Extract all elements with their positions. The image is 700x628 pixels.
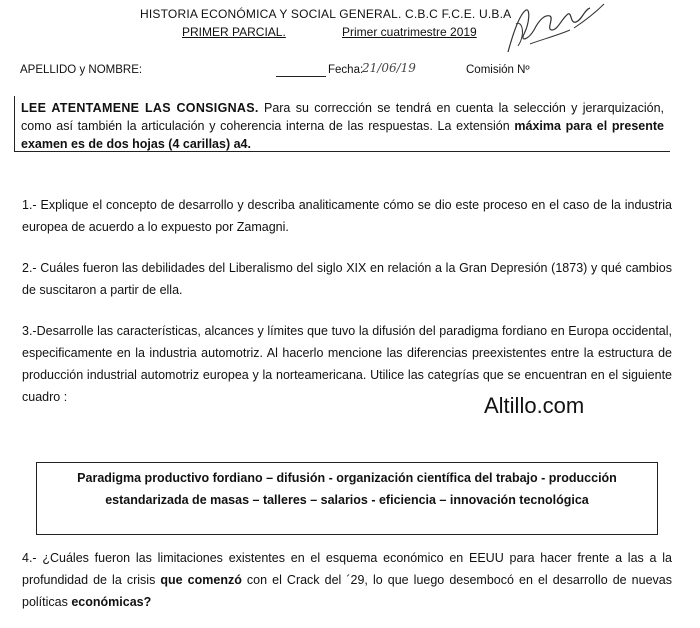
instructions-tail: máxima para el presente examen es de dos hojas (4 carillas) a4. bbox=[21, 119, 664, 151]
exam-subtitle bbox=[182, 25, 502, 41]
nombre-label: APELLIDO y NOMBRE: bbox=[20, 64, 143, 76]
question-2: 2.- Cuáles fueron las debilidades del Liberalismo del siglo XIX en relación a la Gran Depresión (1873) y qué cambios de suscitaron a partir de ella. bbox=[22, 261, 672, 297]
nombre-blank-line bbox=[276, 76, 326, 77]
primer-parcial-label: PRIMER PARCIAL. bbox=[182, 25, 286, 39]
handwritten-signature bbox=[500, 0, 610, 60]
question-4 bbox=[22, 547, 672, 613]
watermark: Altillo.com bbox=[484, 393, 585, 418]
question-4-bold-1: que comenzó bbox=[160, 573, 242, 587]
instructions-box bbox=[14, 96, 670, 152]
course-title: HISTORIA ECONÓMICA Y SOCIAL GENERAL. C.B.C F.C.E. U.B.A bbox=[140, 7, 512, 21]
question-3: 3.-Desarrolle las características, alcances y límites que tuvo la difusión del paradigma fordiano en Europa occidental, especificamente en la industria automotriz. Al hacerlo mencione las diferencias preexistentes entre la estructura de producción industrial automotriz europea y la norteamericana. Utilice las categrías que se encuentran en el siguiente cuadro : bbox=[22, 324, 672, 404]
question-4-bold-2: económicas? bbox=[71, 595, 152, 609]
instructions-body: Para su corrección se tendrá en cuenta la selección y jerarquización, como así también la articulación y coherencia interna de las respuestas. La extensión bbox=[21, 101, 664, 133]
categories-box: Paradigma productivo fordiano – difusión - organización científica del trabajo - producción estandarizada de masas – talleres – salarios - eficiencia – innovación tecnológica bbox=[36, 462, 658, 535]
fecha-value: 21/06/19 bbox=[362, 61, 416, 75]
fecha-label: Fecha: bbox=[328, 64, 364, 76]
instructions-lead: LEE ATENTAMENE LAS CONSIGNAS. bbox=[21, 101, 259, 115]
comision-label: Comisión Nº bbox=[466, 64, 530, 76]
question-4-start: 4.- ¿Cuáles fueron las limitaciones existentes en el esquema económico en EEUU para hacer frente a las a la profundidad de la crisis bbox=[22, 551, 672, 587]
cuatrimestre-label: Primer cuatrimestre 2019 bbox=[342, 25, 477, 39]
student-info-row bbox=[20, 61, 660, 80]
question-1: 1.- Explique el concepto de desarrollo y describa analiticamente cómo se dio este proceso en el caso de la industria europea de acuerdo a lo expuesto por Zamagni. bbox=[22, 198, 672, 234]
question-4-mid: con el Crack del ´29, lo que luego desembocó en el desarrollo de nuevas políticas bbox=[22, 573, 672, 609]
